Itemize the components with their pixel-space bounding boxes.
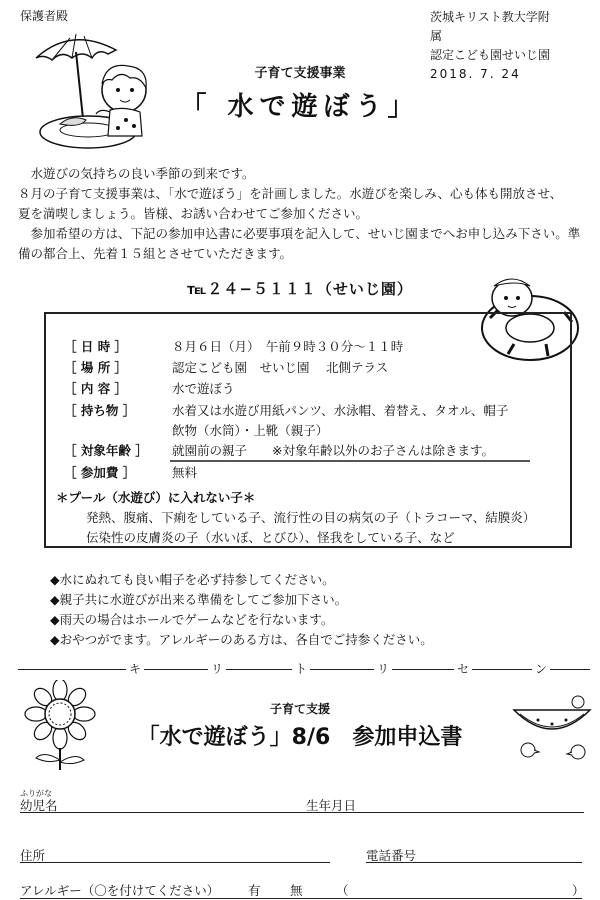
detail-value: 認定こども園 せいじ園 北側テラス — [172, 360, 389, 375]
pool-restriction-heading: ＊プール（水遊び）に入れない子＊ — [56, 490, 256, 505]
cut-line-char: リ — [374, 661, 392, 677]
pool-restriction-text: 発熱、腹痛、下痢をしている子、流行性の目の病気の子（トラコーマ、結膜炎） — [86, 510, 536, 525]
note-item: ◆雨天の場合はホールでゲームなどを行ないます。 — [50, 612, 334, 627]
allergy-label: アレルギー（〇を付けてください） — [20, 883, 220, 898]
detail-value: 水着又は水遊び用紙パンツ、水泳帽、着替え、タオル、帽子 — [172, 403, 509, 418]
note-item: ◆おやつがでます。アレルギーのある方は、各自でご持参ください。 — [50, 632, 433, 647]
form-title: 「水で遊ぼう」8/6 参加申込書 — [137, 725, 463, 750]
detail-value: 水で遊ぼう — [172, 381, 235, 396]
detail-label: ［ 内 容 ］ — [64, 381, 128, 396]
address-field[interactable] — [20, 862, 330, 863]
issue-date: 2018. 7. 24 — [430, 67, 521, 81]
notes-list — [50, 570, 570, 650]
school-name: 茨城キリスト教大学附属 — [430, 10, 550, 43]
allergy-field[interactable] — [20, 898, 582, 899]
phone-field[interactable] — [366, 862, 582, 863]
phone-label: 電話番号 — [366, 848, 417, 863]
allergy-yes-option[interactable]: 有 — [248, 883, 261, 898]
child-name-label: 幼児名 — [20, 798, 58, 813]
intro-paragraph: ８月の子育て支援事業は、「水で遊ぼう」を計画しました。水遊びを楽しみ、心も体も開放させ、 — [18, 186, 563, 201]
kindergarten-name: 認定こども園せいじ園 — [430, 48, 551, 62]
detail-value: 飲物（水筒）・上靴（親子） — [172, 423, 329, 438]
intro-paragraph: 参加希望の方は、下記の参加申込書に必要事項を記入して、せいじ園までへお申し込み下さい。準備の都合上、先着１５組とさせていただきます。 — [18, 226, 581, 261]
watermelon-chicks-illustration — [508, 690, 596, 766]
note-item: ◆親子共に水遊びが出来る準備をしてご参加下さい。 — [50, 592, 348, 607]
furigana-label: ふりがな — [20, 789, 52, 798]
detail-value: 就園前の親子 ※対象年齢以外のお子さんは除きます。 — [172, 443, 494, 458]
cut-line-char: ン — [532, 661, 550, 677]
phone-number: ℡２４−５１１１（せいじ園） — [187, 280, 413, 298]
detail-label: ［ 場 所 ］ — [64, 360, 128, 375]
cut-line-char: セ — [454, 661, 472, 677]
note-item: ◆水にぬれても良い帽子を必ず持参してください。 — [50, 572, 335, 587]
cut-line-char: ト — [292, 661, 310, 677]
pool-restriction-text: 伝染性の皮膚炎の子（水いぼ、とびひ）、怪我をしている子、など — [86, 530, 455, 545]
cut-line-char: リ — [208, 661, 226, 677]
allergy-paren-open: （ — [336, 883, 349, 898]
cut-line-char: キ — [126, 661, 144, 677]
allergy-paren-close: ） — [572, 883, 585, 898]
intro-text — [18, 164, 590, 264]
allergy-no-option[interactable]: 無 — [290, 883, 303, 898]
child-name-field[interactable] — [20, 812, 584, 813]
address-label: 住所 — [20, 848, 46, 863]
detail-label: ［ 日 時 ］ — [64, 339, 128, 354]
detail-label: ［ 持ち物 ］ — [64, 403, 136, 418]
target-age-underline — [170, 460, 530, 462]
page-title: 「 水で遊ぼう」 — [180, 92, 420, 122]
event-category: 子育て支援事業 — [254, 66, 346, 81]
birthdate-label: 生年月日 — [306, 798, 357, 813]
form-subtitle: 子育て支援 — [269, 702, 330, 716]
detail-label: ［ 対象年齢 ］ — [64, 443, 148, 458]
addressee: 保護者殿 — [20, 9, 69, 23]
intro-paragraph: 夏を満喫しましょう。皆様、お誘い合わせてご参加ください。 — [18, 206, 369, 221]
event-details-box — [44, 312, 572, 548]
intro-paragraph: 水遊びの気持ちの良い季節の到来です。 — [30, 166, 255, 181]
detail-value: 無料 — [172, 465, 198, 480]
cut-line — [18, 661, 590, 677]
detail-label: ［ 参加費 ］ — [64, 465, 136, 480]
detail-value: ８月６日（月） 午前９時３０分〜１１時 — [172, 339, 404, 354]
